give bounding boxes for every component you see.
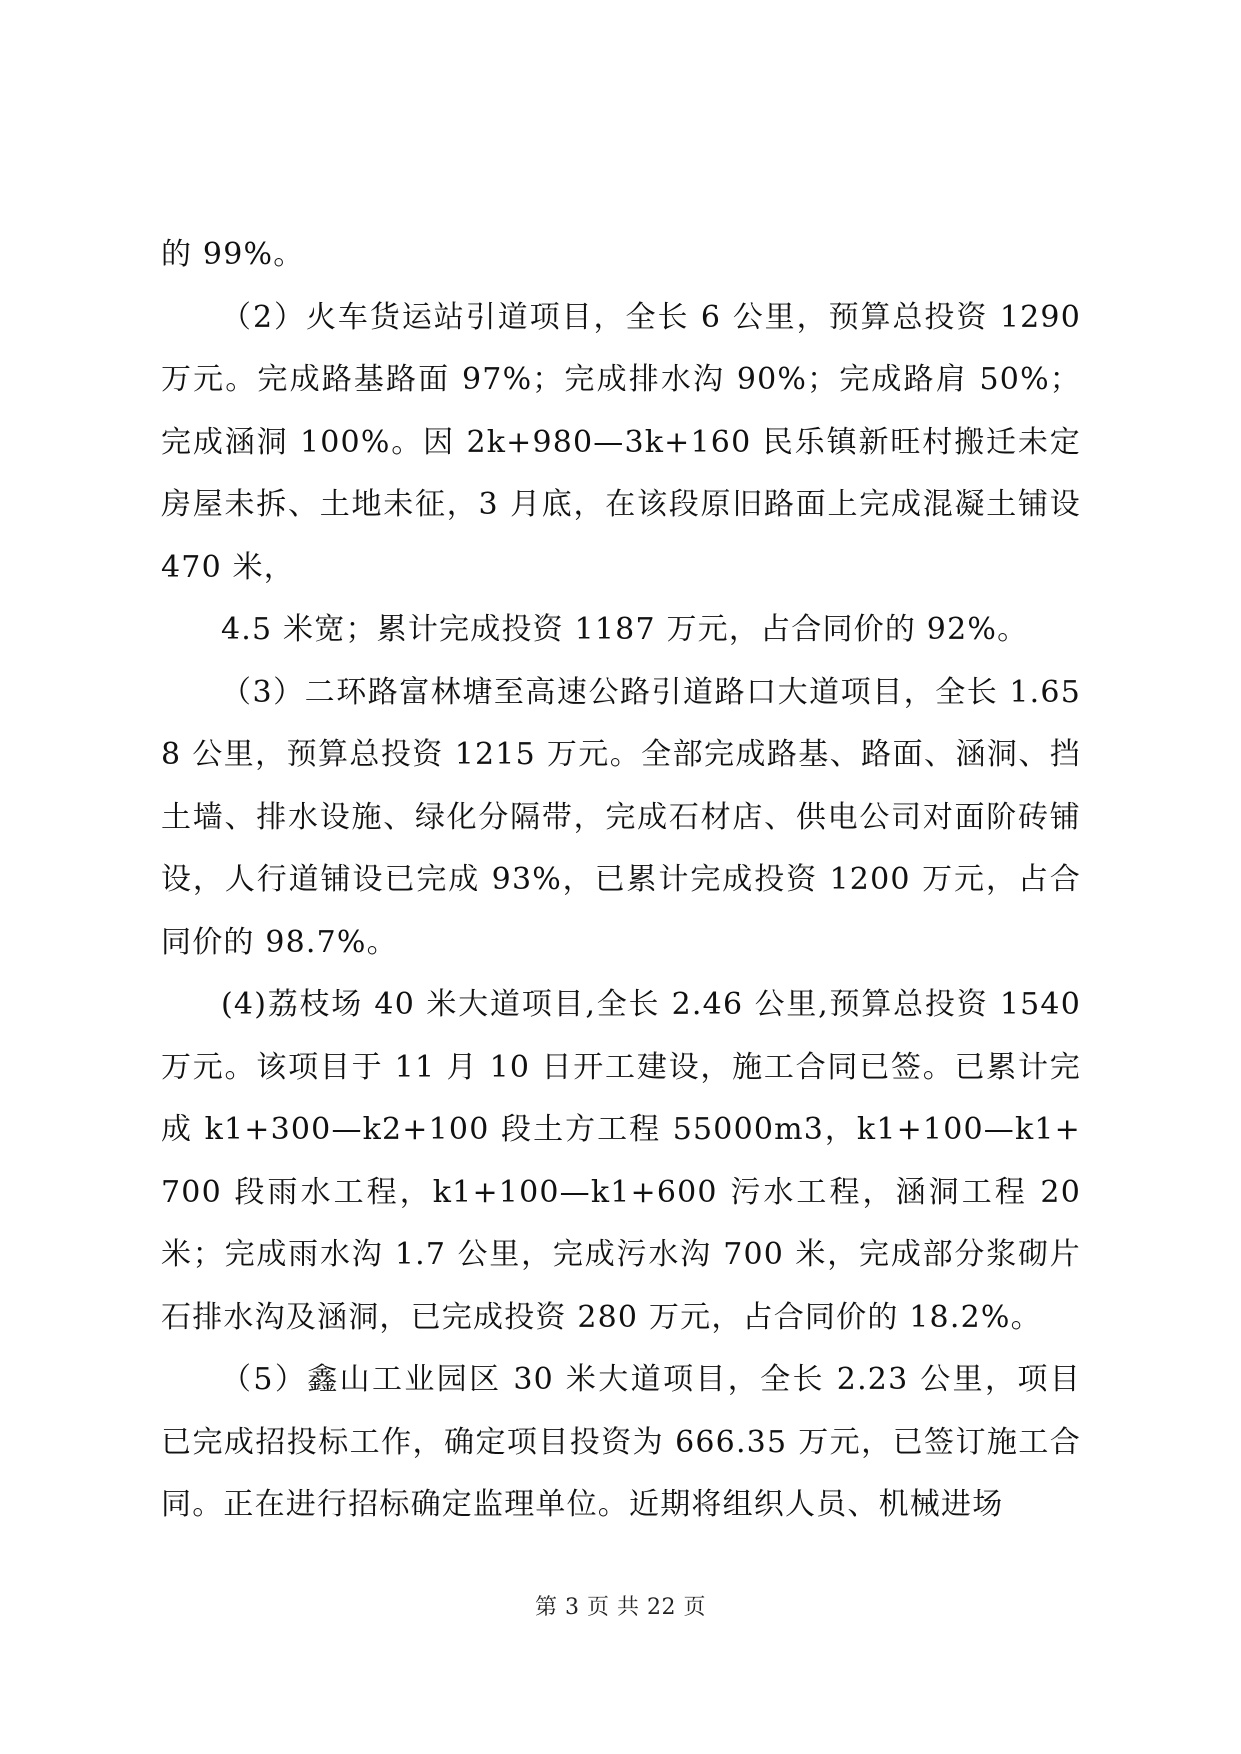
paragraph-item-5: （5）鑫山工业园区 30 米大道项目，全长 2.23 公里，项目已完成招投标工作，确定项目投资为 666.35 万元，已签订施工合同。正在进行招标确定监理单位。近期将组织人员、机械进场 bbox=[161, 1362, 1081, 1522]
paragraph-item-3: （3）二环路富林塘至高速公路引道路口大道项目，全长 1.658 公里，预算总投资 1215 万元。全部完成路基、路面、涵洞、挡土墙、排水设施、绿化分隔带，完成石材店、供电公司对面阶砖铺设，人行道铺设已完成 93%，已累计完成投资 1200 万元，占合同价的 98.7%。 bbox=[161, 674, 1081, 960]
paragraph-item-4: (4)荔枝场 40 米大道项目,全长 2.46 公里,预算总投资 1540 万元。该项目于 11 月 10 日开工建设，施工合同已签。已累计完成 k1+300—k2+100 段土方工程 55000m3，k1+100—k1+700 段雨水工程，k1+100—k1+600 污水工程，涵洞工程 20 米；完成雨水沟 1.7 公里，完成污水沟 700 米，完成部分浆砌片石排水沟及涵洞，已完成投资 280 万元，占合同价的 18.2%。 bbox=[161, 987, 1081, 1335]
page-number-label: 第 3 页 共 22 页 bbox=[535, 1595, 706, 1620]
document-body bbox=[161, 224, 1081, 1537]
page-footer bbox=[0, 1590, 1241, 1621]
paragraph-item-2: （2）火车货运站引道项目，全长 6 公里，预算总投资 1290 万元。完成路基路面 97%；完成排水沟 90%；完成路肩 50%；完成涵洞 100%。因 2k+980—3k+160 民乐镇新旺村搬迁未定房屋未拆、土地未征，3 月底，在该段原旧路面上完成混凝土铺设 470 米， bbox=[161, 299, 1081, 585]
paragraph-item-2-continued: 4.5 米宽；累计完成投资 1187 万元，占合同价的 92%。 bbox=[221, 612, 1029, 647]
paragraph-continuation: 的 99%。 bbox=[161, 237, 305, 272]
